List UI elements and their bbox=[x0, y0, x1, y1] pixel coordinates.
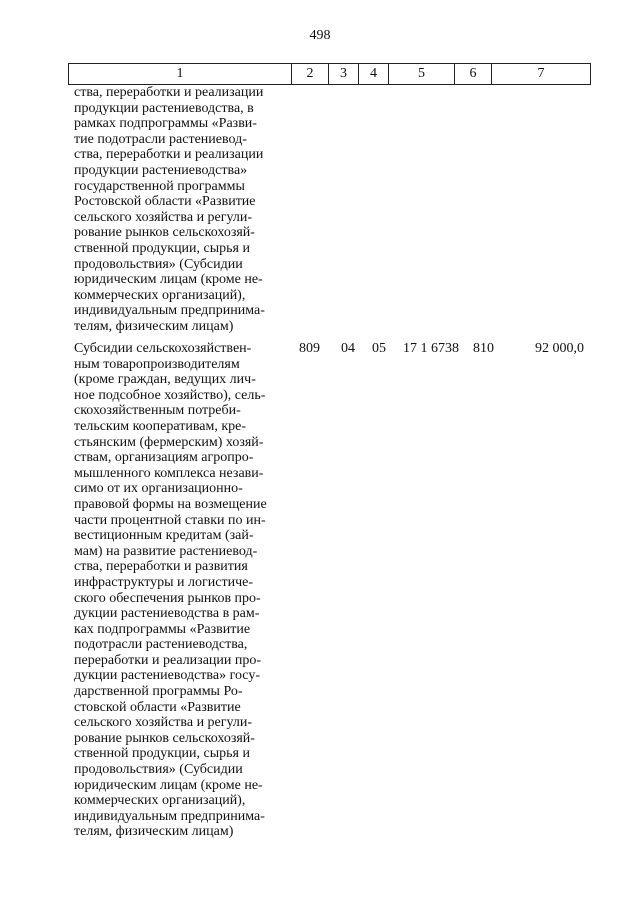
row-2-description: Субсидии сельскохозяйствен- ным товаропроизводителям (кроме граждан, ведущих лич- ное подсобное хозяйство), сель- скохозяйственным потреби- тельским кооперативам, кре- стьянским (фермерским) хозяй- ствам, организациям агропро- мышленного комплекса незави- симо от их организационно- правовой формы на возмещение части процентной ставки по ин- вестиционным кредитам (зай- мам) на развитие растениевод- ства, переработки и развития инфраструктуры и логистиче- ского обеспечения рынков про- дукции растениеводства в рам- ках подпрограммы «Развитие подотрасли растениеводства, переработки и реализации про- дукции растениеводства» госу- дарственной программы Ро- стовской области «Развитие сельского хозяйства и регули- рование рынков сельскохозяй- ственной продукции, сырья и продовольствия» (Субсидии юридическим лицам (кроме не- коммерческих организаций), индивидуальным предпринима- телям, физическим лицам) bbox=[74, 341, 267, 840]
header-col-4: 4 bbox=[359, 64, 389, 85]
header-col-1: 1 bbox=[69, 64, 292, 85]
header-col-2: 2 bbox=[292, 64, 329, 85]
row-2-col-3: 04 bbox=[341, 341, 355, 356]
header-row bbox=[69, 64, 591, 85]
header-col-7: 7 bbox=[492, 64, 591, 85]
row-2-col-6: 810 bbox=[473, 341, 494, 356]
header-col-5: 5 bbox=[389, 64, 455, 85]
header-col-3: 3 bbox=[329, 64, 359, 85]
row-1-description: ства, переработки и реализации продукции растениеводства, в рамках подпрограммы «Разви- тие подотрасли растениевод- ства, переработки и реализации продукции растениеводства» государственной программы Ростовской области «Развитие сельского хозяйства и регули- рование рынков сельскохозяй- ственной продукции, сырья и продовольствия» (Субсидии юридическим лицам (кроме не- коммерческих организаций), индивидуальным предпринима- телям, физическим лицам) bbox=[74, 85, 265, 334]
row-2-col-2: 809 bbox=[299, 341, 320, 356]
column-header-table bbox=[68, 63, 591, 85]
header-col-6: 6 bbox=[455, 64, 492, 85]
row-2-col-7: 92 000,0 bbox=[535, 341, 584, 356]
row-2-col-5: 17 1 6738 bbox=[403, 341, 459, 356]
page-number: 498 bbox=[309, 28, 331, 43]
row-2-col-4: 05 bbox=[372, 341, 386, 356]
